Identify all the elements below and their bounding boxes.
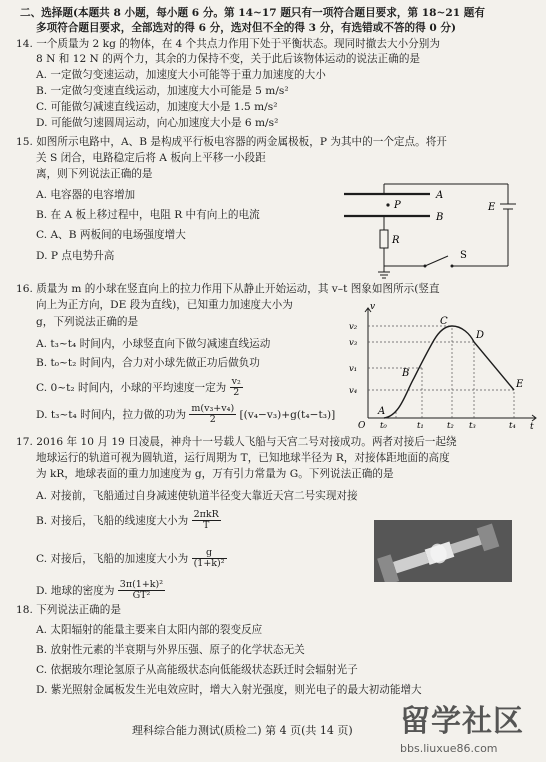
fraction-numerator: m(v₃+v₄) — [191, 403, 235, 414]
q15-stem-continued-2: 离，则下列说法正确的是 — [36, 168, 153, 180]
watermark-url: bbs.liuxue86.com — [400, 742, 498, 755]
q17-option-d-text: D. 地球的密度为 — [36, 584, 115, 597]
v-tick-label: v₄ — [349, 386, 358, 396]
point-p-dot — [386, 203, 389, 206]
q16-stem: 16. 质量为 m 的小球在竖直向上的拉力作用下从静止开始运动，其 v–t 图象如图所示(竖直 — [16, 283, 440, 295]
q14-option-a: A. 一定做匀变速运动，加速度大小可能等于重力加速度的大小 — [36, 69, 326, 81]
q16-option-d-fraction — [189, 404, 236, 426]
q16-vt-graph — [344, 300, 544, 430]
q17-option-b-fraction — [192, 510, 221, 532]
q15-option-b: B. 在 A 板上移过程中，电阻 R 中有向上的电流 — [36, 209, 260, 221]
q14-stem: 14. 一个质量为 2 kg 的物体，在 4 个共点力作用下处于平衡状态。现同时撤去大小分别为 — [16, 38, 440, 50]
page-footer: 理科综合能力测试(质检二) 第 4 页(共 14 页) — [132, 724, 353, 737]
t-tick-label: t₀ — [380, 421, 387, 430]
q18-option-d: D. 紫光照射金属板发生光电效应时，增大入射光强度，则光电子的最大初动能增大 — [36, 684, 422, 696]
spacecraft-docking-image — [374, 520, 512, 582]
q17-option-b — [36, 510, 221, 532]
t-tick-label: t₄ — [509, 421, 516, 430]
q18-option-c: C. 依据玻尔理论氢原子从高能级状态向低能级状态跃迁时会辐射光子 — [36, 664, 358, 676]
q17-option-d-fraction — [118, 580, 165, 602]
point-c-label: C — [440, 316, 448, 327]
t-tick-label: t₂ — [447, 421, 454, 430]
q15-option-d: D. P 点电势升高 — [36, 250, 115, 262]
q15-option-c: C. A、B 两板间的电场强度增大 — [36, 229, 186, 241]
fraction-numerator: 3π(1+k)² — [119, 579, 164, 590]
q15-stem: 15. 如图所示电路中，A、B 是构成平行板电容器的两金属极板，P 为其中的一个定点。将开 — [16, 136, 447, 148]
q16-option-d-tail: [(v₄−v₃)+g(t₄−t₃)] — [239, 408, 336, 421]
battery-e-label: E — [488, 202, 496, 213]
q14-stem-continued: 8 N 和 12 N 的两个力，其余的力保持不变，关于此后该物体运动的说法正确的是 — [36, 53, 420, 65]
q14-option-c: C. 可能做匀减速直线运动，加速度大小是 1.5 m/s² — [36, 101, 278, 113]
q14-option-d: D. 可能做匀速圆周运动，向心加速度大小是 6 m/s² — [36, 117, 279, 129]
q16-option-a: A. t₃~t₄ 时间内，小球竖直向下做匀减速直线运动 — [36, 338, 271, 350]
q17-option-a: A. 对接前，飞船通过自身减速使轨道半径变大靠近天宫二号实现对接 — [36, 490, 358, 502]
origin-label: O — [358, 421, 366, 430]
v-tick-label: v₂ — [349, 322, 358, 332]
q17-stem-continued-2: 为 kR，地球表面的重力加速度为 g，万有引力常量为 G。下列说法正确的是 — [36, 468, 394, 480]
q16-option-c — [36, 377, 243, 399]
t-tick-label: t₃ — [469, 421, 476, 430]
watermark-logo: 留学社区 — [400, 704, 524, 739]
q16-option-d — [36, 404, 335, 426]
section-title-continued: 多项符合题目要求，全部选对的得 6 分，选对但不全的得 3 分，有选错或不答的得 0 分) — [36, 22, 457, 34]
t-tick-label: t₁ — [417, 421, 424, 430]
q17-stem-continued: 地球运行的轨道可视为圆轨道，运行周期为 T，已知地球半径为 R，对接体距地面的高度 — [36, 452, 450, 464]
q17-option-c — [36, 548, 227, 570]
point-p-label: P — [394, 200, 401, 211]
q16-option-c-fraction — [230, 377, 243, 399]
section-title: 二、选择题(本题共 8 小题，每小题 6 分。第 14~17 题只有一项符合题目要求，第 18~21 题有 — [20, 7, 485, 19]
q15-circuit-figure — [340, 170, 540, 280]
q17-stem: 17. 2016 年 10 月 19 日凌晨，神舟十一号载人飞船与天宫二号对接成功。两者对接后一起绕 — [16, 436, 457, 448]
fraction-denominator: 2 — [209, 414, 216, 426]
q15-stem-continued: 关 S 闭合，电路稳定后将 A 板向上平移一小段距 — [36, 152, 266, 164]
v-tick-label: v₃ — [349, 338, 358, 348]
fraction-denominator: GT² — [132, 590, 151, 602]
q18-option-b: B. 放射性元素的半衰期与外界压强、原子的化学状态无关 — [36, 644, 305, 656]
fraction-denominator: 2 — [233, 387, 240, 399]
point-a-label: A — [378, 406, 386, 417]
fraction-denominator: (1+k)² — [193, 558, 225, 570]
q14-option-b: B. 一定做匀变速直线运动，加速度大小可能是 5 m/s² — [36, 85, 289, 97]
fraction-numerator: v₂ — [231, 376, 241, 387]
q16-stem-continued: 向上为正方向，DE 段为直线)，已知重力加速度大小为 — [36, 299, 293, 311]
point-d-label: D — [476, 330, 485, 341]
v-tick-label: v₁ — [349, 364, 358, 374]
q18-option-a: A. 太阳辐射的能量主要来自太阳内部的裂变反应 — [36, 624, 263, 636]
q17-option-d — [36, 580, 165, 602]
fraction-denominator: T — [203, 520, 210, 532]
q16-stem-continued-2: g，下列说法正确的是 — [36, 316, 139, 328]
axis-t-label: t — [530, 422, 534, 430]
resistor-r-label: R — [392, 235, 400, 246]
fraction-numerator: g — [192, 548, 227, 559]
q17-option-b-text: B. 对接后，飞船的线速度大小为 — [36, 514, 189, 527]
point-e-label: E — [516, 379, 524, 390]
q16-option-c-text: C. 0~t₂ 时间内，小球的平均速度一定为 — [36, 381, 227, 394]
plate-a-label: A — [436, 190, 444, 201]
fraction-numerator: 2πkR — [193, 509, 219, 520]
q15-option-a: A. 电容器的电容增加 — [36, 189, 136, 201]
q18-stem: 18. 下列说法正确的是 — [16, 604, 121, 616]
q16-option-d-text: D. t₃~t₄ 时间内，拉力做的功为 — [36, 408, 187, 421]
q16-option-b: B. t₀~t₂ 时间内，合力对小球先做正功后做负功 — [36, 357, 260, 369]
q17-option-c-text: C. 对接后，飞船的加速度大小为 — [36, 552, 189, 565]
switch-s-label: S — [460, 250, 467, 261]
plate-b-label: B — [436, 212, 444, 223]
point-b-label: B — [402, 368, 410, 379]
axis-v-label: v — [370, 302, 376, 312]
q17-option-c-fraction — [192, 548, 227, 570]
